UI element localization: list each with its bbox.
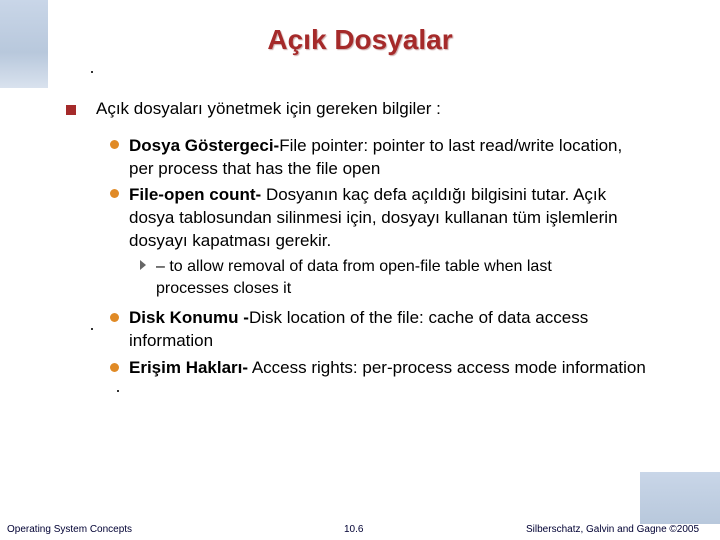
list-item bbox=[129, 183, 649, 252]
item-rest: File pointer: pointer to last read/write location, per process that has the file open bbox=[129, 136, 623, 178]
footer-page-number: 10.6 bbox=[344, 524, 364, 535]
triangle-bullet-icon bbox=[140, 260, 146, 270]
circle-bullet-icon bbox=[110, 313, 119, 322]
sub-item: – to allow removal of data from open-file table when last processes closes it bbox=[156, 258, 552, 297]
slide-title: Açık Dosyalar bbox=[267, 24, 453, 55]
list-item bbox=[129, 356, 649, 379]
item-bold: Disk Konumu - bbox=[129, 308, 249, 327]
item-rest: Dosyanın kaç defa açıldığı bilgisini tutar. Açık dosya tablosundan silinmesi için, dosyayı kullanan tüm işlemlerin dosyayı kapatması gerekir. bbox=[129, 185, 618, 250]
list-item bbox=[129, 134, 649, 180]
footer-left: Operating System Concepts bbox=[7, 524, 133, 535]
item-bold: Dosya Göstergeci- bbox=[129, 136, 280, 155]
item-bold: File-open count- bbox=[129, 185, 262, 204]
footer-right: Silberschatz, Galvin and Gagne ©2005 bbox=[526, 524, 700, 535]
circle-bullet-icon bbox=[110, 140, 119, 149]
list-item bbox=[129, 306, 649, 352]
circle-bullet-icon bbox=[110, 363, 119, 372]
item-rest: Access rights: per-process access mode information bbox=[248, 358, 646, 377]
level1-text: Açık dosyaları yönetmek için gereken bilgiler : bbox=[96, 99, 441, 118]
stray-dot bbox=[91, 328, 93, 330]
item-bold: Erişim Hakları- bbox=[129, 358, 249, 377]
dinosaur-logo-bottom bbox=[640, 472, 720, 524]
circle-bullet-icon bbox=[110, 189, 119, 198]
stray-dot bbox=[91, 71, 93, 73]
item-rest: Disk location of the file: cache of data access information bbox=[129, 308, 589, 350]
square-bullet-icon bbox=[66, 105, 76, 115]
stray-dot bbox=[117, 390, 119, 392]
